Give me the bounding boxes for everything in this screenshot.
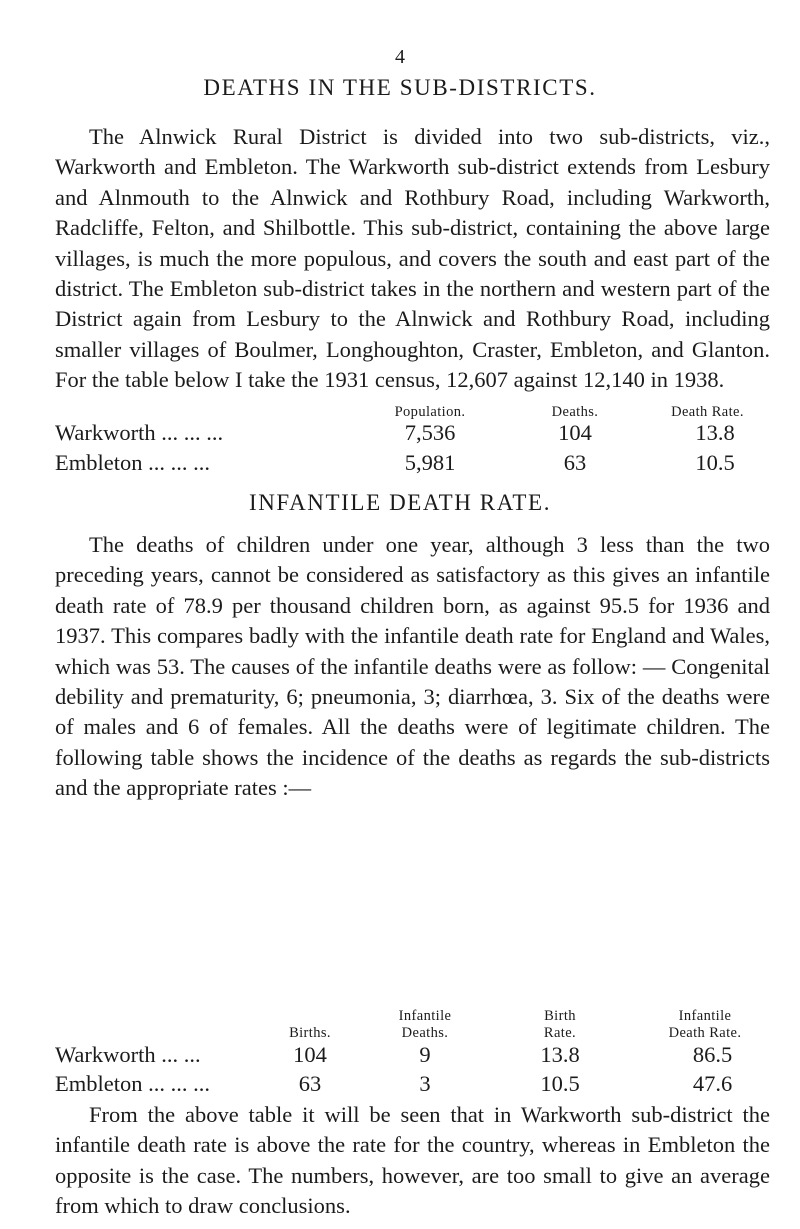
column-header-birth-rate xyxy=(510,1008,610,1042)
infant-rate-value: 47.6 xyxy=(692,1071,733,1096)
header-line: Rate. xyxy=(543,1025,577,1041)
column-header-infantile-deaths xyxy=(365,1008,485,1042)
paragraph-infantile xyxy=(55,530,770,804)
row-label: Warkworth ... ... xyxy=(55,1042,201,1067)
birth-rate-value: 13.8 xyxy=(540,1042,580,1067)
header-line xyxy=(260,1008,360,1025)
header-line: Births. xyxy=(289,1025,331,1041)
header-line: Infantile xyxy=(398,1008,452,1024)
page-number: 4 xyxy=(395,46,405,68)
section-heading-infantile: INFANTILE DEATH RATE. xyxy=(248,490,552,515)
death-rate-value: 10.5 xyxy=(695,450,735,475)
infant-deaths-value: 3 xyxy=(419,1071,431,1096)
infant-rate-value: 86.5 xyxy=(692,1042,733,1067)
deaths-table xyxy=(55,404,770,474)
header-line: Death Rate. xyxy=(668,1025,742,1041)
row-label: Warkworth ... ... ... xyxy=(55,420,224,445)
header-line: Deaths. xyxy=(401,1025,449,1041)
deaths-value: 104 xyxy=(558,420,592,445)
birth-rate-value: 10.5 xyxy=(540,1071,580,1096)
paragraph-text: From the above table it will be seen that in Warkworth sub-district the infantile death rate is above the rate for the country, whereas in Embleton the opposite is the case. The numbers, however, are too small to give an average from which to draw conclusions. xyxy=(55,1102,770,1219)
column-header-births xyxy=(260,1008,360,1042)
infant-deaths-value: 9 xyxy=(419,1042,431,1067)
column-header-infantile-death-rate xyxy=(640,1008,770,1042)
column-header-death-rate: Death Rate. xyxy=(671,404,744,420)
paragraph-text: The Alnwick Rural District is divided into two sub-districts, viz., Warkworth and Embleton. The Warkworth sub-district extends from Lesbury and Alnmouth to the Alnwick and Rothbury Road, including Warkworth, Radcliffe, Felton, and Shilbottle. This sub-district, containing the above large villages, is much the more populous, and covers the south and east part of the district. The Embleton sub-district takes in the northern and western part of the District again from Lesbury to the Alnwick and Rothbury Road, including smaller villages of Boulmer, Longhoughton, Craster, Embleton, and Glanton. For the table below I take the 1931 census, 12,607 against 12,140 in 1938. xyxy=(55,124,770,393)
column-header-population: Population. xyxy=(394,404,466,420)
death-rate-value: 13.8 xyxy=(695,420,735,445)
paragraph-subdistricts xyxy=(55,122,770,396)
infantile-table xyxy=(55,1008,770,1098)
population-value: 7,536 xyxy=(404,420,456,445)
header-line: Infantile xyxy=(678,1008,732,1024)
row-label: Embleton ... ... ... xyxy=(55,450,210,475)
deaths-value: 63 xyxy=(563,450,587,475)
population-value: 5,981 xyxy=(404,450,456,475)
header-line: Birth xyxy=(544,1008,576,1024)
paragraph-conclusion xyxy=(55,1100,770,1222)
row-label: Embleton ... ... ... xyxy=(55,1071,210,1096)
births-value: 104 xyxy=(293,1042,327,1067)
births-value: 63 xyxy=(298,1071,322,1096)
paragraph-text: The deaths of children under one year, although 3 less than the two preceding years, cannot be considered as satisfactory as this gives an infantile death rate of 78.9 per thousand children born, as against 95.5 for 1936 and 1937. This compares badly with the infantile death rate for England and Wales, which was 53. The causes of the infantile deaths were as follow: — Congenital debility and prematurity, 6; pneumonia, 3; diarrhœa, 3. Six of the deaths were of males and 6 of females. All the deaths were of legitimate children. The following table shows the incidence of the deaths as regards the sub-districts and the appropriate rates :— xyxy=(55,532,770,801)
section-heading-deaths: DEATHS IN THE SUB-DISTRICTS. xyxy=(203,75,597,100)
column-header-deaths: Deaths. xyxy=(551,404,599,420)
